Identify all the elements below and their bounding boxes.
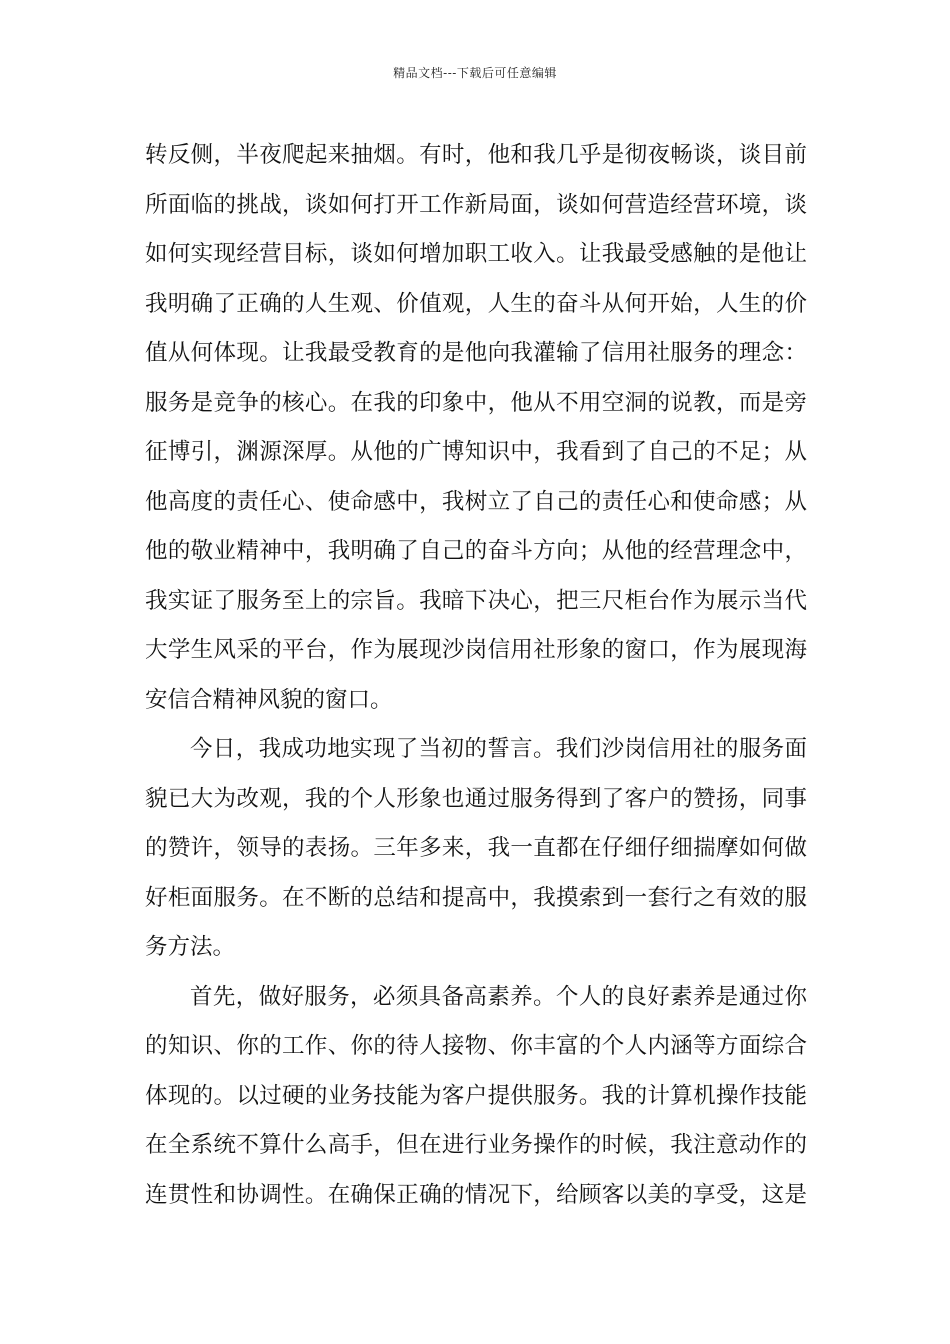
page-header: 精品文档---下载后可任意编辑 [393, 66, 557, 80]
text-line: 如何实现经营目标，谈如何增加职工收入。让我最受感触的是他让 [145, 241, 807, 267]
text-line: 服务是竞争的核心。在我的印象中，他从不用空洞的说教，而是旁 [145, 389, 807, 416]
text-line: 的赞许，领导的表扬。三年多来，我一直都在仔细仔细揣摩如何做 [145, 835, 807, 861]
text-line: 今日，我成功地实现了当初的誓言。我们沙岗信用社的服务面 [190, 736, 807, 762]
text-line: 体现的。以过硬的业务技能为客户提供服务。我的计算机操作技能 [145, 1082, 807, 1109]
text-line: 貌已大为改观，我的个人形象也通过服务得到了客户的赞扬，同事 [145, 785, 807, 812]
text-line: 安信合精神风貌的窗口。 [145, 686, 393, 713]
text-line: 征博引，渊源深厚。从他的广博知识中，我看到了自己的不足；从 [145, 439, 807, 465]
text-line: 我明确了正确的人生观、价值观，人生的奋斗从何开始，人生的价 [145, 290, 807, 317]
text-line: 所面临的挑战，谈如何打开工作新局面，谈如何营造经营环境，谈 [145, 191, 807, 218]
text-line: 转反侧，半夜爬起来抽烟。有时，他和我几乎是彻夜畅谈，谈目前 [145, 142, 807, 168]
text-line: 首先，做好服务，必须具备高素养。个人的良好素养是通过你 [190, 983, 807, 1010]
text-line: 他的敬业精神中，我明确了自己的奋斗方向；从他的经营理念中， [145, 538, 807, 564]
text-line: 大学生风采的平台，作为展现沙岗信用社形象的窗口，作为展现海 [145, 637, 807, 663]
text-line: 在全系统不算什么高手，但在进行业务操作的时候，我注意动作的 [145, 1132, 807, 1158]
text-line: 的知识、你的工作、你的待人接物、你丰富的个人内涵等方面综合 [145, 1033, 807, 1059]
document-body [145, 131, 807, 1220]
text-line: 好柜面服务。在不断的总结和提高中，我摸索到一套行之有效的服 [145, 884, 807, 911]
text-line: 务方法。 [145, 934, 236, 960]
text-line: 我实证了服务至上的宗旨。我暗下决心，把三尺柜台作为展示当代 [145, 587, 807, 614]
text-line: 值从何体现。让我最受教育的是他向我灌输了信用社服务的理念： [145, 340, 807, 366]
text-line: 他高度的责任心、使命感中，我树立了自己的责任心和使命感；从 [145, 488, 807, 515]
text-line: 连贯性和协调性。在确保正确的情况下，给顾客以美的享受，这是 [145, 1181, 807, 1208]
